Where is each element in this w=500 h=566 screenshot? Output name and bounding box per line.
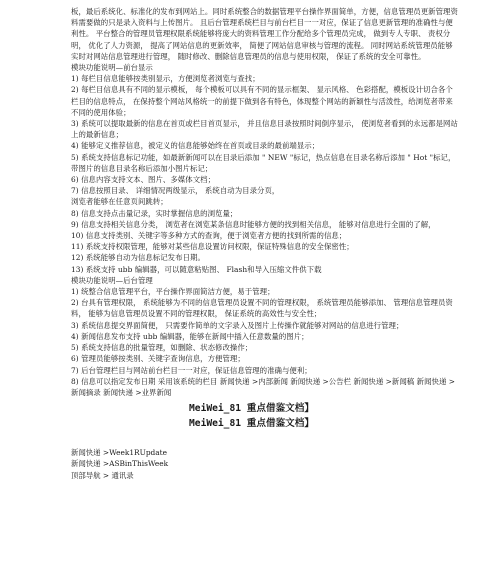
body-paragraph: 8) 信息可以指定发布日期 采用该系统的栏目 新闻快递 >内部新闻 新闻快递 >公告栏 新闻快递 >新闻稿 新闻快递 > 新闻摘录 新闻快递 >业界新闻 [71,376,456,397]
body-paragraph: 板，最后系统化、标准化的发布到网站上。同时系统整合的数据管理平台操作界面简单，方便，信息管理员更新管理资料需要做的只是录入资料与上传图片。 且后台管理系统栏目与前台栏目一一对应，保证了信息更新管理的准确性与便利性。 平台整合的管理员管理权限系统能够将庞大的资料管理工作分配给多个管理员完成， 做到专人专职、 责权分明， 优化了人力资源， 提高了网站信息的更新效率， 简便了网站信息审核与管理的流程。 同时网站系统管理员能够实时对网站信息管理进行管理， 随时修改、删除信息管理员的信息与使用权限， 保证了系统的安全可靠性。 [71,7,458,61]
body-paragraph: 2) 台具有管理权限， 系统能够为不同的信息管理员设置不同的管理权限， 系统管理员能够添加、 管理信息管理员资料， 能够为信息管理员设置不同的管理权限， 保证系统的高效性与安全性； [71,298,453,319]
body-paragraph: 11) 系统支持权限管理，能够对某些信息设置访问权限，保证特殊信息的安全保密性； [71,242,354,252]
body-paragraph: 8) 信息支持点击量记录，实时掌握信息的浏览量； [71,208,238,218]
heading-line: MeiWei_81 重点借鉴文档】 [189,418,314,430]
body-paragraph: 6) 信息内容支持文本、图片、多媒体文档； [71,175,216,185]
body-paragraph: 10) 信息支持类别、关键字等多种方式的查询，便于浏览者方便的找到所需的信息； [71,231,347,241]
footer-line: 新闻快递 >Week1RUpdate [71,448,168,458]
body-paragraph: 3) 系统信息提交界面简便， 只需要作简单的文字录入及图片上传操作就能够对网站的信息进行管理； [71,320,404,330]
body-paragraph: 6) 管理员能够按类别、关键字查询信息，方便管理； [71,354,245,364]
document-watermark-heading [71,401,460,431]
body-paragraph: 7) 信息按照目录、 详细情况两级显示， 系统自动为目录分页， [71,186,280,196]
footer-line: 顶部导航 > 通讯录 [71,470,134,480]
document-footer-list [71,447,460,481]
body-paragraph: 12) 系统能够自动为信息标记发布日期。 [71,253,205,263]
heading-line: MeiWei_81 重点借鉴文档】 [189,403,314,415]
body-paragraph: 5) 系统支持信息标记功能，如最新新闻可以在目录后添加 " NEW "标记，热点信息在目录名称后添加 " Hot "标记，带图片的信息目录名称后添加小图片标记； [71,152,456,173]
body-paragraph: 4) 能够定义推荐信息，被定义的信息能够始终在首页或目录的最前端显示； [71,141,320,151]
body-paragraph: 1) 统整合信息管理平台，平台操作界面简洁方便，易于管理； [71,287,275,297]
body-paragraph: 1) 每栏目信息能够按类别显示，方便浏览者浏览与查找； [71,74,260,84]
body-paragraph: 浏览者能够在任意页间跳转； [71,197,168,207]
footer-line: 新闻快递 >ASBinThisWeek [71,459,169,469]
body-paragraph: 5) 系统支持信息的批量管理，如删除、状态修改操作； [71,343,253,353]
body-paragraph: 9) 信息支持相关信息分类， 浏览者在浏览某条信息时能够方便的找到相关信息， 能够对信息进行全面的了解， [71,219,436,229]
body-paragraph: 4) 新闻信息发布支持 ubb 编辑器，能够在新闻中插入任意数量的图片； [71,331,309,341]
body-paragraph: 2) 每栏目信息具有不同的显示模板， 每个模板可以具有不同的显示框架、 显示风格、 色彩搭配，模板设计切合各个栏目的信息特点， 在保持整个网站风格统一的前提下做到各有特色，体现整个网站的新颖性与活泼性，给浏览者带来不同的使用体验； [71,85,453,117]
body-paragraph: 7) 后台管理栏目与网站前台栏目一一对应，保证信息管理的准确与便利； [71,365,312,375]
body-paragraph: 3) 系统可以提取最新的信息在首页或栏目首页显示， 并且信息目录按照时间倒序显示， 使浏览者看到的永远都是网站上的最新信息； [71,119,458,140]
body-paragraph: 模块功能说明—前台显示 [71,63,153,73]
document-body [71,6,460,398]
body-paragraph: 13) 系统支持 ubb 编辑器，可以随意粘贴图、 Flash和导入压缩文件供下载 [71,264,322,274]
body-paragraph: 模块功能说明—后台管理 [71,275,153,285]
